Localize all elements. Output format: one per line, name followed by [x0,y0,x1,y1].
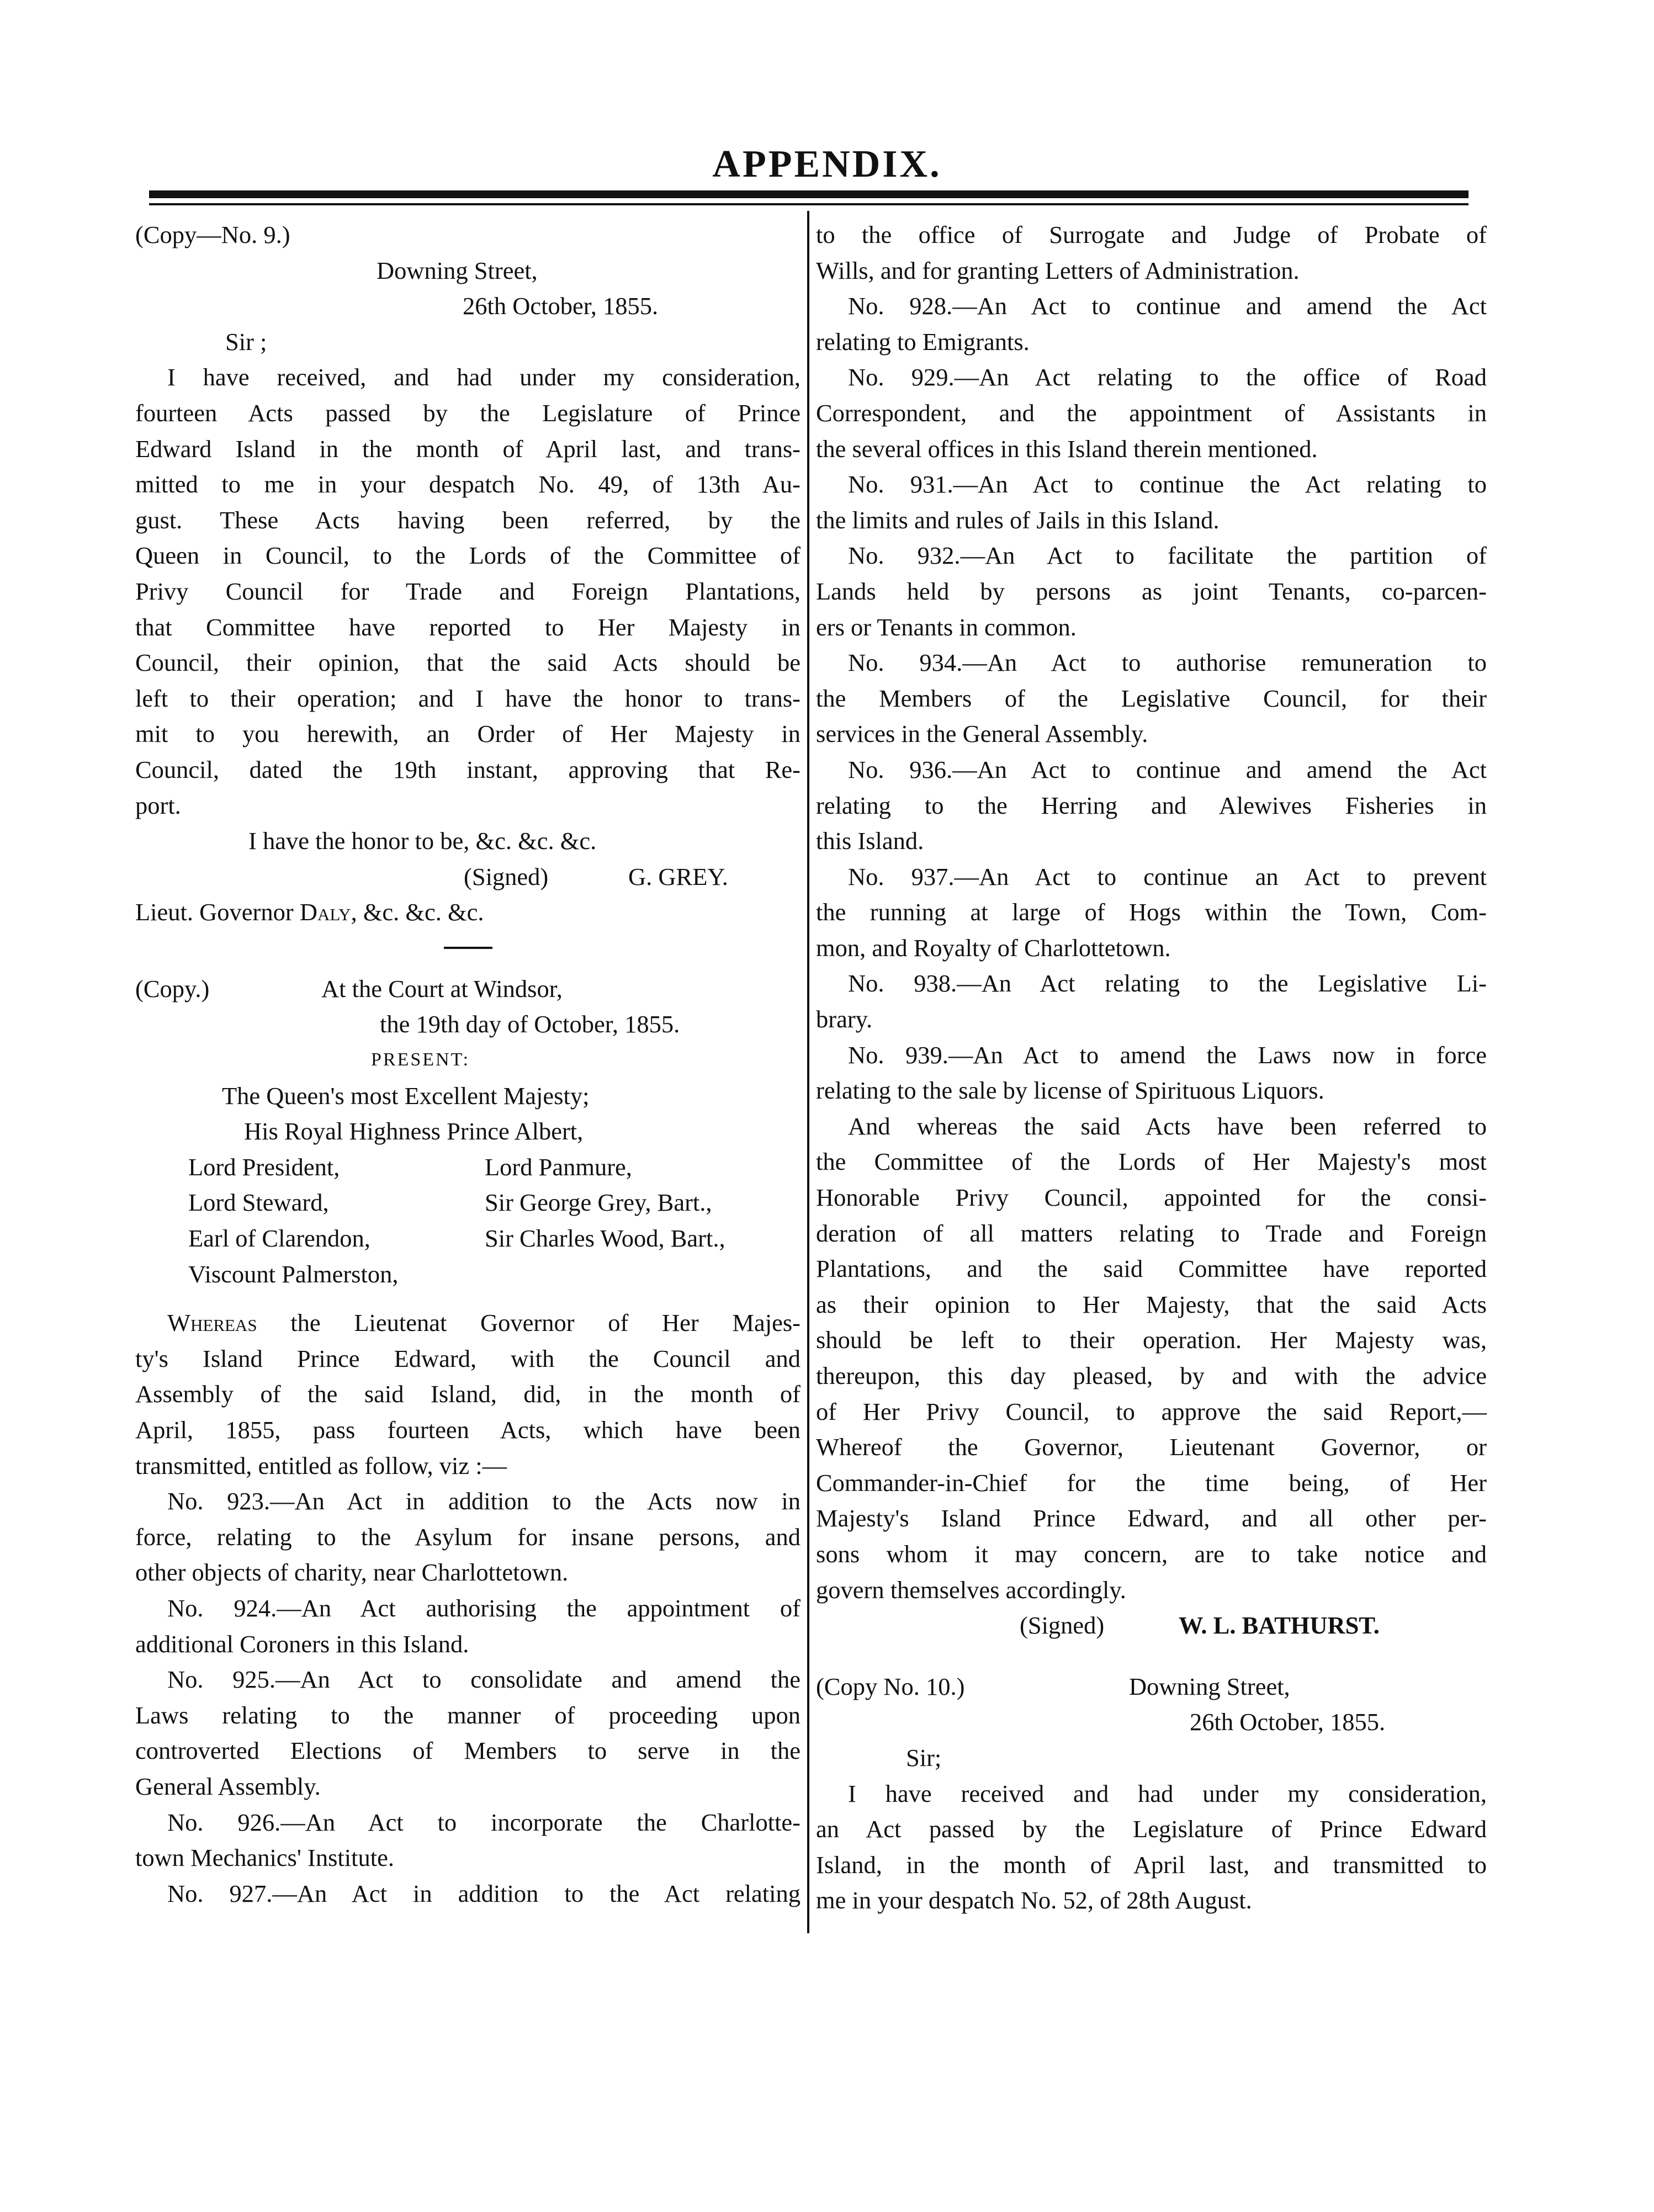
right-text-line: thereupon, this day pleased, by and with the advice [816,1362,1487,1389]
right-text-line: sons whom it may concern, are to take notice and [816,1540,1487,1568]
copy9-body [135,359,801,823]
copy10-body-line: me in your despatch No. 52, of 28th August. [816,1886,1252,1914]
bathurst-signed: (Signed) [1020,1611,1105,1640]
copy9-body-line: left to their operation; and I have the honor to trans- [135,684,801,712]
copy9-body-line: fourteen Acts passed by the Legislature of Prince [135,399,801,427]
right-text-line: Lands held by persons as joint Tenants, co-parcen- [816,577,1487,605]
right-text-line: No. 928.—An Act to continue and amend the Act [848,292,1487,320]
whereas-word: Whereas [167,1309,257,1337]
right-text-line: as their opinion to Her Majesty, that the said Acts [816,1290,1487,1318]
page-title: APPENDIX. [712,143,942,185]
right-text-line: relating to the sale by license of Spirituous Liquors. [816,1076,1324,1105]
right-text-line: No. 938.—An Act relating to the Legislative Li- [848,969,1487,998]
copy9-body-line: Council, dated the 19th instant, approving that Re- [135,755,801,783]
copy10-salutation: Sir; [906,1743,942,1771]
bathurst-signature-line [816,1608,1487,1643]
right-column-text [816,217,1487,1608]
order-body-line: April, 1855, pass fourteen Acts, which have been [135,1416,801,1444]
order-header-line [135,971,801,1007]
right-text-line: No. 932.—An Act to facilitate the partition of [848,542,1487,570]
section-divider [444,947,492,949]
copy9-body-line: mitted to me in your despatch No. 49, of 13th Au- [135,470,801,498]
right-text-line: ers or Tenants in common. [816,613,1077,641]
header-rule-thin [149,203,1469,205]
right-text-line: deration of all matters relating to Trade and Foreign [816,1219,1487,1247]
attendees-table [135,1149,801,1292]
right-text-line: the limits and rules of Jails in this Island. [816,506,1220,534]
copy10-body-line: I have received and had under my consideration, [848,1779,1487,1807]
copy9-place: Downing Street, [377,256,538,284]
copy9-body-line: gust. These Acts having been referred, by the [135,506,801,534]
right-text-line: mon, and Royalty of Charlottetown. [816,933,1171,962]
copy9-signed: (Signed) [464,862,549,890]
right-text-line: the several offices in this Island therein mentioned. [816,434,1318,463]
act-line: force, relating to the Asylum for insane persons, and [135,1523,801,1551]
copy9-body-line: Privy Council for Trade and Foreign Plantations, [135,577,801,605]
order-place: At the Court at Windsor, [321,974,563,1002]
copy10-body-line: an Act passed by the Legislature of Prince Edward [816,1815,1487,1843]
order-present: PRESENT: [371,1049,470,1070]
act-line: controverted Elections of Members to serve in the [135,1737,801,1765]
copy10-body-line: Island, in the month of April last, and transmitted to [816,1850,1487,1879]
copy9-body-line: that Committee have reported to Her Majesty in [135,613,801,641]
right-text-line: Whereof the Governor, Lieutenant Governor, or [816,1433,1487,1461]
right-text-line: govern themselves accordingly. [816,1576,1126,1604]
copy9-date: 26th October, 1855. [463,292,659,320]
copy10-header-line [816,1669,1487,1705]
act-line: No. 923.—An Act in addition to the Acts now in [167,1487,801,1515]
attendee-name: Lord Panmure, [485,1153,632,1181]
right-text-line: brary. [816,1005,873,1033]
copy9-body-line: Council, their opinion, that the said Acts should be [135,649,801,677]
right-text-line: No. 937.—An Act to continue an Act to prevent [848,862,1487,890]
right-text-line: No. 936.—An Act to continue and amend the Act [848,755,1487,783]
order-body-line: ty's Island Prince Edward, with the Council and [135,1344,801,1372]
act-line: other objects of charity, near Charlottetown. [135,1558,569,1587]
copy9-signature-line [135,859,801,895]
right-text-line: services in the General Assembly. [816,720,1148,748]
right-text-line: relating to the Herring and Alewives Fisheries in [816,791,1487,819]
right-text-line: the Members of the Legislative Council, for their [816,684,1487,712]
act-line: town Mechanics' Institute. [135,1844,394,1872]
header-rule-thick [149,190,1469,198]
right-text-line: No. 939.—An Act to amend the Laws now in force [848,1041,1487,1069]
right-text-line: should be left to their operation. Her Majesty was, [816,1326,1487,1354]
addressee-name: Daly [299,898,351,926]
right-text-line: this Island. [816,827,924,855]
act-line: Laws relating to the manner of proceeding upon [135,1701,801,1729]
copy9-closing: I have the honor to be, &c. &c. &c. [248,827,597,855]
copy9-body-line: port. [135,791,181,819]
order-queen: The Queen's most Excellent Majesty; [222,1081,590,1110]
act-line: No. 927.—An Act in addition to the Act relating [167,1879,801,1907]
act-line: additional Coroners in this Island. [135,1630,469,1658]
right-text-line: the Committee of the Lords of Her Majesty's most [816,1148,1487,1176]
right-text-line: to the office of Surrogate and Judge of Probate of [816,221,1487,248]
acts-list-left [135,1483,801,1911]
right-text-line: Correspondent, and the appointment of Assistants in [816,399,1487,427]
column-divider [807,211,809,1933]
attendee-name: Lord Steward, [188,1189,329,1217]
order-body-line: transmitted, entitled as follow, viz :— [135,1451,507,1479]
right-text-line: And whereas the said Acts have been referred to [848,1112,1487,1140]
attendee-name: Viscount Palmerston, [188,1260,399,1288]
bathurst-signer: W. L. BATHURST. [1179,1611,1380,1640]
attendees-left [188,1149,399,1292]
right-column [816,217,1487,1918]
attendee-name: Sir George Grey, Bart., [485,1189,712,1217]
attendee-name: Lord President, [188,1153,340,1181]
attendees-right [485,1149,725,1256]
left-column [135,217,801,1911]
copy9-signer: G. GREY. [628,862,728,890]
right-text-line: Commander-in-Chief for the time being, of Her [816,1468,1487,1497]
copy9-label: (Copy—No. 9.) [135,221,290,248]
act-line: No. 926.—An Act to incorporate the Charlotte- [167,1808,801,1836]
order-date: the 19th day of October, 1855. [380,1010,680,1038]
order-body-line: Assembly of the said Island, did, in the month of [135,1380,801,1408]
attendee-name: Earl of Clarendon, [188,1224,370,1253]
copy9-body-line: mit to you herewith, an Order of Her Majesty in [135,720,801,748]
right-text-line: No. 934.—An Act to authorise remuneration to [848,649,1487,677]
copy10-label: (Copy No. 10.) [816,1672,965,1700]
copy10-date: 26th October, 1855. [1190,1708,1386,1736]
copy9-body-line: I have received, and had under my consideration, [167,363,801,391]
act-line: General Assembly. [135,1772,321,1800]
copy9-body-line: Queen in Council, to the Lords of the Committee of [135,542,801,570]
copy10-place: Downing Street, [1129,1672,1290,1700]
right-text-line: of Her Privy Council, to approve the said Report,— [816,1397,1487,1425]
copy9-body-line: Edward Island in the month of April last, and trans- [135,434,801,463]
copy9-salutation: Sir ; [225,327,267,356]
order-label: (Copy.) [135,974,210,1002]
right-text-line: Honorable Privy Council, appointed for the consi- [816,1184,1487,1212]
order-prince: His Royal Highness Prince Albert, [244,1117,584,1145]
whereas-line: Whereas the Lieutenat Governor of Her Majes- [167,1309,801,1337]
copy10-body [816,1776,1487,1918]
right-text-line: Plantations, and the said Committee have reported [816,1255,1487,1283]
copy9-addressee: Lieut. Governor Daly, &c. &c. &c. [135,898,484,926]
attendee-name: Sir Charles Wood, Bart., [485,1224,725,1253]
right-text-line: relating to Emigrants. [816,327,1030,356]
right-text-line: No. 929.—An Act relating to the office of Road [848,363,1487,391]
act-line: No. 924.—An Act authorising the appointment of [167,1594,801,1622]
right-text-line: No. 931.—An Act to continue the Act relating to [848,470,1487,498]
right-text-line: Wills, and for granting Letters of Administration. [816,256,1300,284]
right-text-line: Majesty's Island Prince Edward, and all other per- [816,1504,1487,1532]
right-text-line: the running at large of Hogs within the Town, Com- [816,898,1487,926]
order-body [135,1341,801,1483]
act-line: No. 925.—An Act to consolidate and amend the [167,1665,801,1694]
